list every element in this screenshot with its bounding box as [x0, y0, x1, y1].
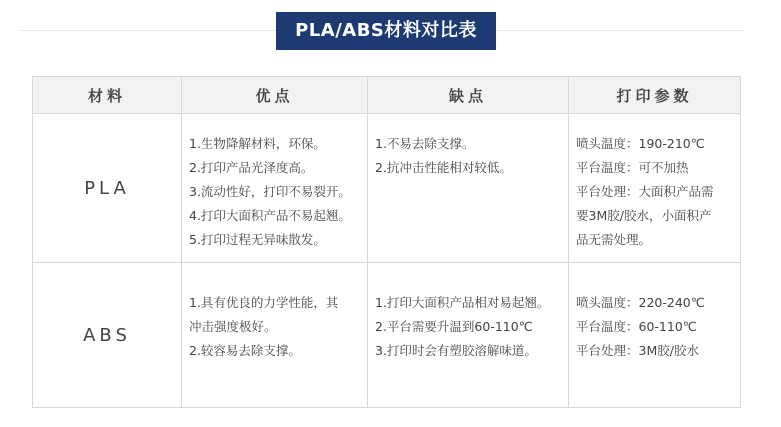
- cons-cell: [368, 263, 569, 408]
- table-row-abs: [33, 263, 741, 408]
- params-line: 平台处理：大面积产品需: [576, 184, 714, 199]
- cons-line: 2.平台需要升温到60-110℃: [375, 319, 533, 334]
- params-cell: [569, 114, 741, 263]
- header-material: 材料: [33, 77, 182, 114]
- table-header-row: [33, 77, 741, 114]
- pros-line: 2.打印产品光泽度高。: [189, 160, 314, 175]
- pros-line: 3.流动性好，打印不易裂开。: [189, 184, 351, 199]
- cons-line: 1.不易去除支撑。: [375, 136, 475, 151]
- params-line: 喷头温度：190-210℃: [576, 136, 705, 151]
- params-line: 品无需处理。: [576, 232, 652, 247]
- material-name: PLA: [33, 114, 182, 263]
- header-params: 打印参数: [569, 77, 741, 114]
- pros-line: 冲击强度极好。: [189, 319, 277, 334]
- params-line: 平台温度：可不加热: [576, 160, 689, 175]
- pros-line: 1.具有优良的力学性能，其: [189, 295, 339, 310]
- params-line: 平台温度：60-110℃: [576, 319, 697, 334]
- pros-line: 2.较容易去除支撑。: [189, 343, 301, 358]
- page-title: PLA/ABS材料对比表: [276, 12, 496, 50]
- cons-cell: [368, 114, 569, 263]
- comparison-table: [32, 76, 741, 408]
- header-pros: 优点: [182, 77, 368, 114]
- table-row-pla: [33, 114, 741, 263]
- pros-cell: [182, 263, 368, 408]
- pros-cell: [182, 114, 368, 263]
- cons-line: 3.打印时会有塑胶溶解味道。: [375, 343, 537, 358]
- params-cell: [569, 263, 741, 408]
- pros-line: 1.生物降解材料，环保。: [189, 136, 326, 151]
- cons-line: 1.打印大面积产品相对易起翘。: [375, 295, 550, 310]
- material-name: ABS: [33, 263, 182, 408]
- params-line: 喷头温度：220-240℃: [576, 295, 705, 310]
- header-cons: 缺点: [368, 77, 569, 114]
- pros-line: 5.打印过程无异味散发。: [189, 232, 326, 247]
- pros-line: 4.打印大面积产品不易起翘。: [189, 208, 351, 223]
- params-line: 平台处理：3M胶/胶水: [576, 343, 699, 358]
- cons-line: 2.抗冲击性能相对较低。: [375, 160, 512, 175]
- params-line: 要3M胶/胶水，小面积产: [576, 208, 712, 223]
